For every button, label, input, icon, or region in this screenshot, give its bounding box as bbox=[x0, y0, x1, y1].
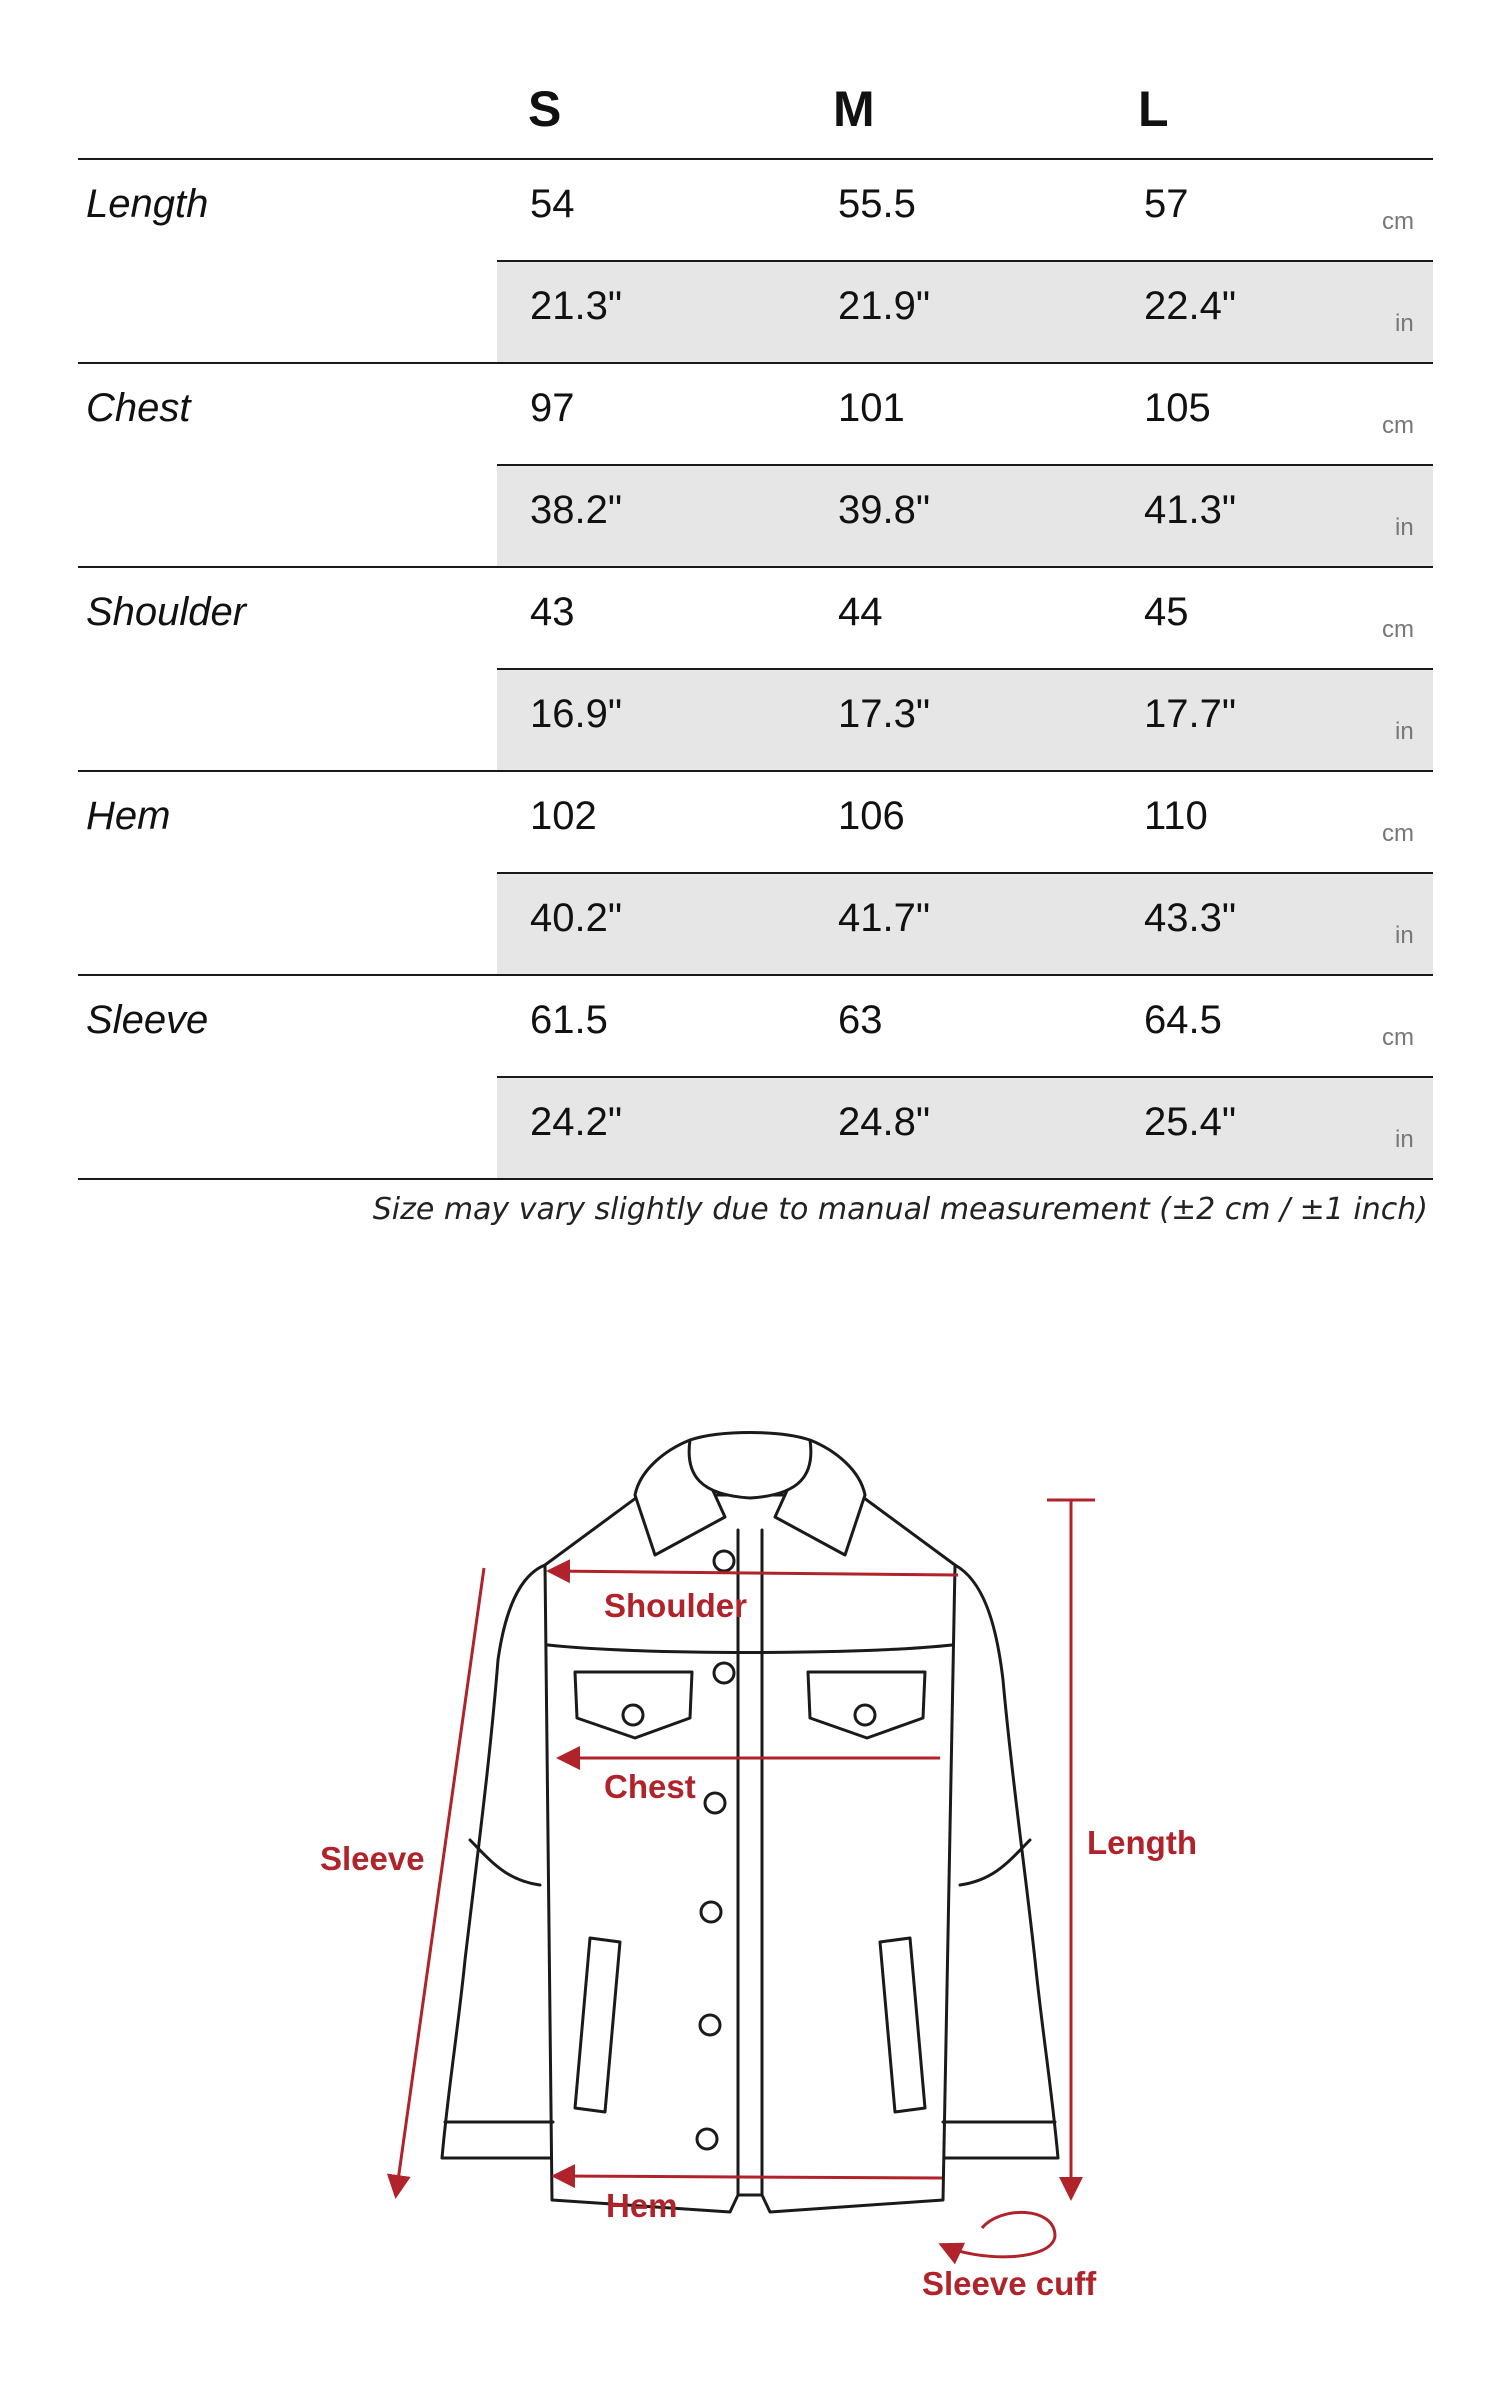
pocket-button-right bbox=[855, 1705, 875, 1725]
inch-value: 25.4" bbox=[1144, 1100, 1237, 1144]
label-hem: Hem bbox=[606, 2187, 678, 2224]
collar-back bbox=[689, 1433, 811, 1499]
sleeve-right bbox=[940, 1565, 1058, 2158]
cm-value: 44 bbox=[838, 590, 883, 634]
cm-value: 63 bbox=[838, 998, 883, 1042]
label-sleeve: Sleeve bbox=[320, 1840, 425, 1877]
imperial-row-background bbox=[497, 464, 1433, 566]
row-divider bbox=[78, 1178, 1433, 1180]
inch-value: 16.9" bbox=[530, 692, 623, 736]
inch-value: 38.2" bbox=[530, 488, 623, 532]
size-header-l: L bbox=[1138, 81, 1169, 137]
measurement-label: Length bbox=[86, 182, 209, 226]
button-1 bbox=[714, 1551, 734, 1571]
inch-value: 22.4" bbox=[1144, 284, 1237, 328]
imperial-row-background bbox=[497, 872, 1433, 974]
sleeve-cuff-arrow bbox=[942, 2212, 1055, 2256]
button-4 bbox=[701, 1902, 721, 1922]
cm-value: 105 bbox=[1144, 386, 1211, 430]
unit-cm: cm bbox=[1382, 208, 1414, 235]
imperial-row-background bbox=[497, 260, 1433, 362]
cm-value: 64.5 bbox=[1144, 998, 1222, 1042]
label-shoulder: Shoulder bbox=[604, 1587, 748, 1624]
measurement-label: Shoulder bbox=[86, 590, 247, 634]
cm-value: 102 bbox=[530, 794, 597, 838]
unit-in: in bbox=[1395, 922, 1414, 949]
jacket-measurement-diagram bbox=[0, 1300, 1500, 2300]
hem-arrow bbox=[555, 2176, 942, 2178]
measurement-note: Size may vary slightly due to manual measurement (±2 cm / ±1 inch) bbox=[372, 1192, 1428, 1227]
sub-row-divider bbox=[497, 668, 1433, 670]
label-length: Length bbox=[1087, 1824, 1197, 1861]
inch-value: 24.2" bbox=[530, 1100, 623, 1144]
cm-value: 57 bbox=[1144, 182, 1189, 226]
cm-value: 97 bbox=[530, 386, 575, 430]
row-divider bbox=[78, 974, 1433, 976]
jacket-outline bbox=[442, 1433, 1058, 2213]
cm-value: 45 bbox=[1144, 590, 1189, 634]
sleeve-left bbox=[442, 1565, 560, 2158]
label-sleeve-cuff: Sleeve cuff bbox=[922, 2265, 1097, 2300]
sub-row-divider bbox=[497, 260, 1433, 262]
inch-value: 24.8" bbox=[838, 1100, 931, 1144]
inch-value: 21.9" bbox=[838, 284, 931, 328]
unit-cm: cm bbox=[1382, 1024, 1414, 1051]
cm-value: 61.5 bbox=[530, 998, 608, 1042]
cm-value: 101 bbox=[838, 386, 905, 430]
inch-value: 21.3" bbox=[530, 284, 623, 328]
inch-value: 17.7" bbox=[1144, 692, 1237, 736]
sub-row-divider bbox=[497, 464, 1433, 466]
measurement-label: Chest bbox=[86, 386, 191, 430]
inch-value: 41.3" bbox=[1144, 488, 1237, 532]
unit-cm: cm bbox=[1382, 820, 1414, 847]
cm-value: 55.5 bbox=[838, 182, 916, 226]
button-5 bbox=[700, 2015, 720, 2035]
inch-value: 41.7" bbox=[838, 896, 931, 940]
inch-value: 43.3" bbox=[1144, 896, 1237, 940]
sub-row-divider bbox=[497, 1076, 1433, 1078]
inch-value: 39.8" bbox=[838, 488, 931, 532]
label-chest: Chest bbox=[604, 1768, 696, 1805]
size-header-m: M bbox=[833, 81, 875, 137]
size-header-s: S bbox=[528, 81, 562, 137]
inch-value: 40.2" bbox=[530, 896, 623, 940]
row-divider bbox=[78, 566, 1433, 568]
unit-in: in bbox=[1395, 718, 1414, 745]
row-divider bbox=[78, 362, 1433, 364]
imperial-row-background bbox=[497, 1076, 1433, 1178]
unit-in: in bbox=[1395, 514, 1414, 541]
button-3 bbox=[705, 1793, 725, 1813]
header-divider bbox=[78, 158, 1433, 160]
unit-in: in bbox=[1395, 1126, 1414, 1153]
button-2 bbox=[714, 1663, 734, 1683]
sub-row-divider bbox=[497, 872, 1433, 874]
pocket-button-left bbox=[623, 1705, 643, 1725]
button-6 bbox=[697, 2129, 717, 2149]
measurement-label: Hem bbox=[86, 794, 171, 838]
unit-cm: cm bbox=[1382, 412, 1414, 439]
inch-value: 17.3" bbox=[838, 692, 931, 736]
row-divider bbox=[78, 770, 1433, 772]
cm-value: 106 bbox=[838, 794, 905, 838]
measurement-label: Sleeve bbox=[86, 998, 209, 1042]
cm-value: 54 bbox=[530, 182, 575, 226]
unit-cm: cm bbox=[1382, 616, 1414, 643]
unit-in: in bbox=[1395, 310, 1414, 337]
cm-value: 43 bbox=[530, 590, 575, 634]
cm-value: 110 bbox=[1144, 794, 1208, 838]
imperial-row-background bbox=[497, 668, 1433, 770]
